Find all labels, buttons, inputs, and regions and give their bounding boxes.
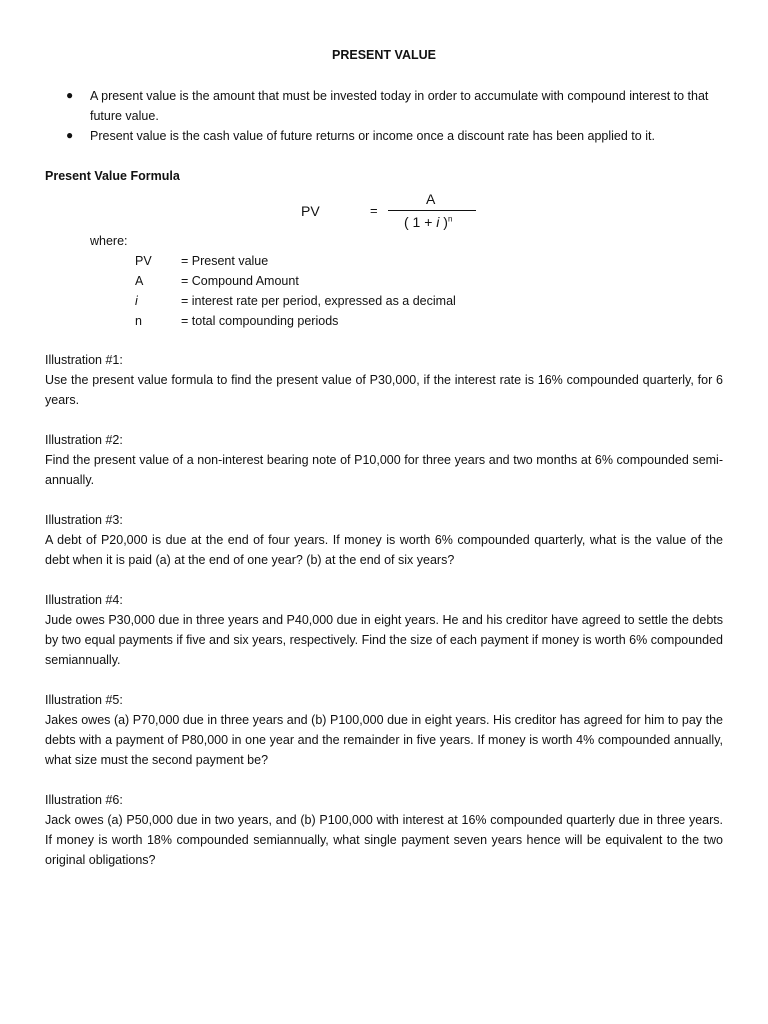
definition-symbol: n [135, 314, 142, 328]
illustration-text-4: Jude owes P30,000 due in three years and P40,000 due in eight years. He and his creditor have agreed to settle the debts by two equal payments if five and six years, respectively. Find the size of each payment if money is worth 6% compounded semiannually. [45, 613, 723, 667]
bullet-text-2: Present value is the cash value of future returns or income once a discount rate has been applied to it. [90, 129, 655, 143]
definition-symbol: A [135, 274, 144, 288]
definition-text: = total compounding periods [181, 314, 339, 328]
illustration-label-6: Illustration #6: [45, 793, 123, 807]
fraction-bar [388, 210, 476, 211]
illustration-label-4: Illustration #4: [45, 593, 123, 607]
definition-text: = Compound Amount [181, 274, 299, 288]
formula-denominator [404, 212, 452, 232]
definition-text: = interest rate per period, expressed as a decimal [181, 294, 456, 308]
illustration-label-1: Illustration #1: [45, 353, 123, 367]
definition-symbol: i [135, 294, 138, 308]
bullet-marker: ● [66, 128, 74, 142]
definition-text: = Present value [181, 254, 269, 268]
page-title: PRESENT VALUE [332, 48, 436, 62]
formula-numerator: A [426, 191, 436, 207]
illustration-label-3: Illustration #3: [45, 513, 123, 527]
formula-lhs: PV [301, 203, 320, 219]
bullet-marker: ● [66, 88, 74, 102]
denominator-close: ) [439, 214, 448, 230]
illustration-label-2: Illustration #2: [45, 433, 123, 447]
definition-symbol: PV [135, 254, 152, 268]
denominator-open: ( 1 + [404, 214, 437, 230]
illustration-text-6: Jack owes (a) P50,000 due in two years, and (b) P100,000 with interest at 16% compounded quarterly due in three years. If money is worth 18% compounded semiannually, what single payment seven years hence will be equivalent to the two original obligations? [45, 813, 723, 867]
bullet-text-1: A present value is the amount that must be invested today in order to accumulate with compound interest to that future value. [90, 89, 709, 123]
formula-equals: = [370, 203, 378, 218]
where-label: where: [90, 234, 128, 248]
denominator-i: i [436, 214, 440, 230]
denominator-exponent: n [447, 214, 453, 224]
formula-heading: Present Value Formula [45, 169, 180, 183]
illustration-text-3: A debt of P20,000 is due at the end of four years. If money is worth 6% compounded quarterly, what is the value of the debt when it is paid (a) at the end of one year? (b) at the end of six years? [45, 533, 723, 567]
illustration-label-5: Illustration #5: [45, 693, 123, 707]
illustration-text-5: Jakes owes (a) P70,000 due in three years and (b) P100,000 due in eight years. His creditor has agreed for him to pay the debts with a payment of P80,000 in one year and the remainder in five years. If money is worth 4% compounded annually, what size must the second payment be? [45, 713, 723, 767]
illustration-text-1: Use the present value formula to find the present value of P30,000, if the interest rate is 16% compounded quarterly, for 6 years. [45, 373, 723, 407]
illustration-text-2: Find the present value of a non-interest bearing note of P10,000 for three years and two months at 6% compounded semi-annually. [45, 453, 723, 487]
